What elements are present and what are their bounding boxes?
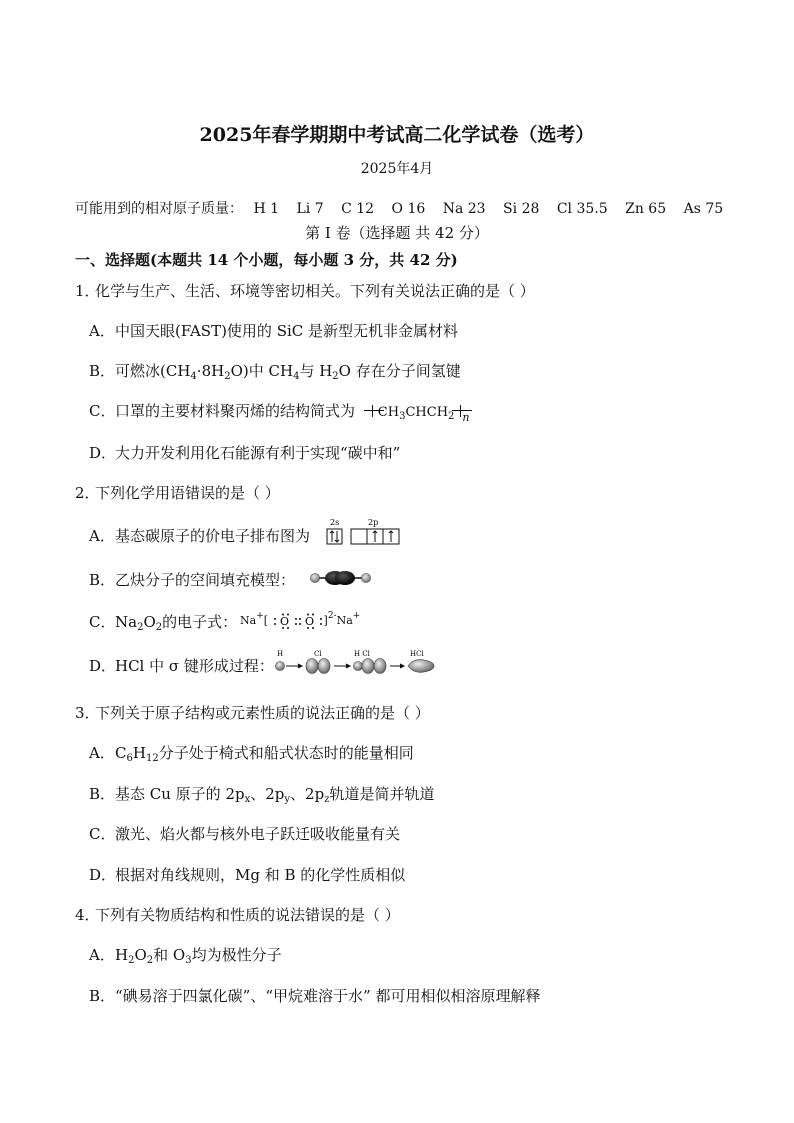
mass-item: H 1 xyxy=(253,201,280,217)
formula-text: CH xyxy=(377,405,400,420)
mass-item: As 75 xyxy=(683,201,724,217)
atomic-masses xyxy=(75,198,736,218)
option-text: 根据对角线规则，Mg 和 B 的化学性质相似 xyxy=(115,866,406,884)
option-label: C． xyxy=(89,825,116,843)
label-cl: Cl xyxy=(314,650,322,658)
atomic-masses-label: 可能用到的相对原子质量： xyxy=(75,201,243,217)
bracket-close: ] xyxy=(323,614,328,627)
option-label: A． xyxy=(89,322,115,340)
option-text: 大力开发利用化石能源有利于实现“碳中和” xyxy=(115,444,401,462)
option-text: 轨道是简并轨道 xyxy=(329,785,435,803)
mass-item: Zn 65 xyxy=(625,201,667,217)
option-text: Na xyxy=(115,613,138,631)
option-text: O)中 CH xyxy=(230,362,294,380)
option-text: 、2p xyxy=(250,785,285,803)
option-text: 基态 Cu 原子的 2p xyxy=(115,785,245,803)
charge: + xyxy=(256,611,264,621)
question-number: 4． xyxy=(75,906,100,924)
subscript: 2 xyxy=(128,955,135,966)
question-text: 下列化学用语错误的是（ ） xyxy=(95,484,280,502)
exam-date: 2025年4月 xyxy=(360,161,434,177)
subscript-n: n xyxy=(462,411,470,424)
bracket-left xyxy=(372,405,374,417)
bond-line xyxy=(364,410,384,411)
option-label: C． xyxy=(89,613,116,631)
carbon-atom xyxy=(335,571,355,585)
question-2-stem xyxy=(75,482,280,503)
question-2-option-d xyxy=(89,655,274,676)
option-text: HCl 中 σ 键形成过程： xyxy=(115,657,274,675)
approach-arrowhead xyxy=(298,664,302,668)
option-label: A． xyxy=(89,946,115,964)
question-4-option-b xyxy=(89,985,540,1006)
option-label: A． xyxy=(89,744,115,762)
option-text: H xyxy=(115,946,129,964)
option-text: 乙炔分子的空间填充模型： xyxy=(115,571,296,589)
option-text: 中国天眼(FAST)使用的 SiC 是新型无机非金属材料 xyxy=(115,322,459,340)
acetylene-space-filling-model xyxy=(308,569,374,587)
subscript: z xyxy=(324,794,330,805)
option-text: C xyxy=(115,744,127,762)
option-label: D． xyxy=(89,444,117,462)
option-text: “碘易溶于四氯化碳”、“甲烷难溶于水” 都可用相似相溶原理解释 xyxy=(115,987,541,1005)
option-text: 激光、焰火都与核外电子跃迁吸收能量有关 xyxy=(115,825,401,843)
oxygen-symbol: O xyxy=(304,615,314,628)
question-3-stem xyxy=(75,702,430,723)
option-text: 口罩的主要材料聚丙烯的结构简式为 xyxy=(115,402,356,420)
section-heading: 一、选择题(本题共 14 个小题，每小题 3 分，共 42 分) xyxy=(75,251,458,269)
subscript: 12 xyxy=(145,753,159,764)
h-s-orbital xyxy=(276,662,285,671)
option-label: C． xyxy=(89,402,116,420)
question-2-option-a xyxy=(89,525,310,546)
peroxide-electron-dots xyxy=(272,613,324,629)
orbital-diagram xyxy=(325,516,401,550)
subscript: 3 xyxy=(399,411,406,422)
oxygen-symbol: O xyxy=(279,615,289,628)
cl-p-orbital-lobe xyxy=(318,659,330,674)
mass-item: Li 7 xyxy=(296,201,324,217)
polypropylene-formula xyxy=(364,404,470,422)
orbital-box-2s xyxy=(327,529,342,544)
subscript: 2 xyxy=(448,411,455,422)
option-text: 和 O xyxy=(153,946,186,964)
sigma-bond-formation-diagram xyxy=(272,648,436,676)
h-s-orbital xyxy=(354,662,363,671)
charge: + xyxy=(352,611,361,621)
option-label: B． xyxy=(89,987,116,1005)
volume-heading: 第 I 卷（选择题 共 42 分） xyxy=(305,224,489,242)
question-1-option-b xyxy=(89,360,461,382)
question-3-option-b xyxy=(89,783,435,805)
question-number: 1． xyxy=(75,282,100,300)
subscript: y xyxy=(284,794,291,805)
subscript: 3 xyxy=(185,955,192,966)
label-h: H xyxy=(277,650,284,658)
question-2-option-c xyxy=(89,611,237,633)
option-text: 基态碳原子的价电子排布图为 xyxy=(115,527,311,545)
reaction-arrowhead xyxy=(400,664,404,668)
option-label: D． xyxy=(89,866,117,884)
subscript: 2 xyxy=(137,622,144,633)
subscript: 2 xyxy=(224,371,231,382)
question-number: 2． xyxy=(75,484,100,502)
question-number: 3． xyxy=(75,704,100,722)
question-1-stem xyxy=(75,280,535,301)
mass-item: Na 23 xyxy=(442,201,486,217)
option-text: O 存在分子间氢键 xyxy=(338,362,461,380)
charge: 2- xyxy=(327,611,337,621)
option-text: 可燃冰(CH xyxy=(115,362,191,380)
option-text: ·8H xyxy=(196,362,225,380)
option-label: A． xyxy=(89,527,115,545)
orbital-2s-label: 2s xyxy=(330,518,340,527)
question-2-option-b xyxy=(89,569,295,590)
label-h-cl: H Cl xyxy=(354,650,370,658)
option-text: 、2p xyxy=(290,785,325,803)
orbital-2p-label: 2p xyxy=(368,518,379,527)
option-text: 的电子式： xyxy=(162,613,238,631)
mass-item: O 16 xyxy=(391,201,426,217)
formula-text: CHCH xyxy=(405,405,449,420)
cl-p-orbital-lobe xyxy=(306,659,318,674)
option-text: 均为极性分子 xyxy=(191,946,282,964)
subscript: x xyxy=(244,794,251,805)
option-label: B． xyxy=(89,785,116,803)
mass-item: C 12 xyxy=(341,201,375,217)
subscript: 2 xyxy=(332,371,339,382)
question-4-option-a xyxy=(89,944,282,966)
sigma-bond-orbital xyxy=(408,660,434,673)
question-1-option-a xyxy=(89,320,458,341)
sodium-ion: Na xyxy=(240,614,257,627)
option-text: 分子处于椅式和船式状态时的能量相同 xyxy=(158,744,414,762)
option-label: D． xyxy=(89,657,117,675)
subscript: 4 xyxy=(190,371,197,382)
option-text: 与 H xyxy=(299,362,333,380)
option-text: O xyxy=(143,613,156,631)
exam-title: 2025年春学期期中考试高二化学试卷（选考） xyxy=(199,124,595,146)
option-label: B． xyxy=(89,362,116,380)
mass-item: Si 28 xyxy=(503,201,540,217)
reaction-arrowhead xyxy=(346,664,350,668)
subscript: 4 xyxy=(293,371,300,382)
option-text: O xyxy=(134,946,147,964)
bracket-open: [ xyxy=(263,614,269,627)
question-text: 化学与生产、生活、环境等密切相关。下列有关说法正确的是（ ） xyxy=(95,282,535,300)
subscript: 2 xyxy=(155,622,163,633)
question-1-option-d xyxy=(89,442,400,463)
cl-p-orbital-lobe xyxy=(374,659,386,674)
subscript: 6 xyxy=(126,753,133,764)
subscript: 2 xyxy=(146,955,154,966)
hydrogen-atom xyxy=(311,574,320,583)
hydrogen-atom xyxy=(362,574,371,583)
sodium-ion: Na xyxy=(336,614,353,627)
question-3-option-c xyxy=(89,823,400,844)
option-text: H xyxy=(132,744,146,762)
question-4-stem xyxy=(75,904,400,925)
option-label: B． xyxy=(89,571,116,589)
question-3-option-a xyxy=(89,742,414,764)
question-1-option-c xyxy=(89,400,470,422)
mass-item: Cl 35.5 xyxy=(556,201,608,217)
question-text: 下列有关物质结构和性质的说法错误的是（ ） xyxy=(95,906,400,924)
sodium-peroxide-electron-formula xyxy=(240,611,360,629)
cl-p-orbital-lobe xyxy=(362,659,374,674)
question-3-option-d xyxy=(89,864,405,885)
label-hcl: HCl xyxy=(410,650,424,658)
question-text: 下列关于原子结构或元素性质的说法正确的是（ ） xyxy=(95,704,430,722)
